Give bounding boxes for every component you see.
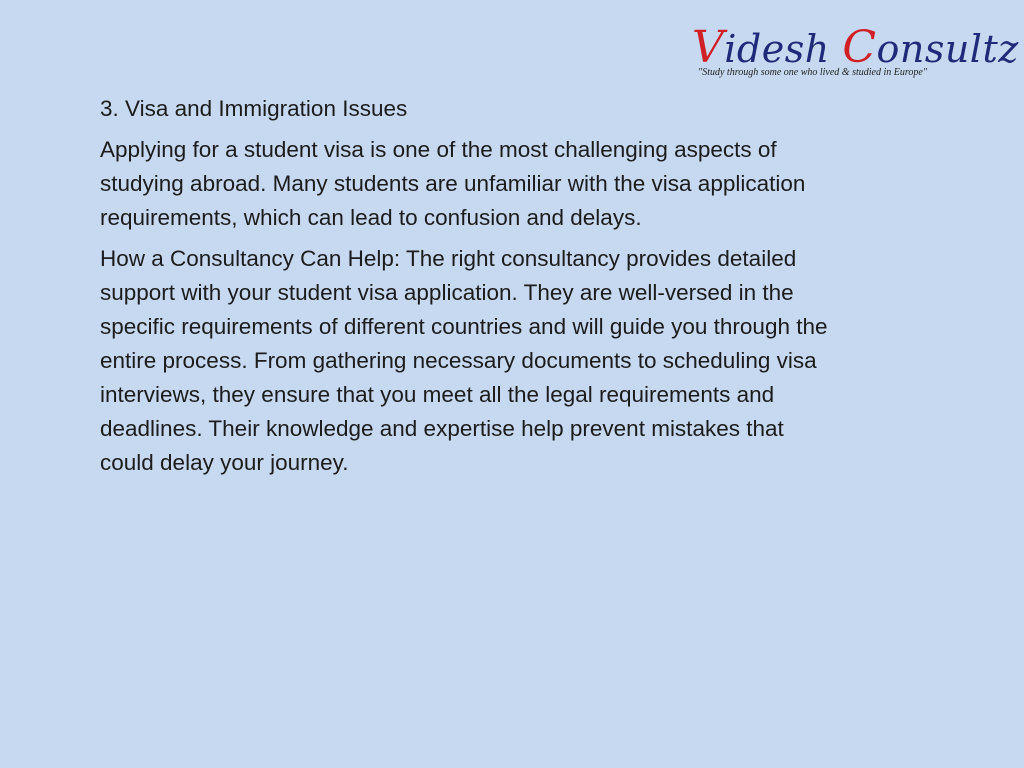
text-line: entire process. From gathering necessary documents to scheduling visa [100,348,817,373]
text-line: deadlines. Their knowledge and expertise help prevent mistakes that [100,416,784,441]
logo-tagline: "Study through some one who lived & studied in Europe" [698,67,928,78]
logo-text-consultz: onsultz [876,27,1019,71]
text-line: requirements, which can lead to confusion and delays. [100,205,642,230]
logo-initial-c: C [842,22,877,73]
logo-text-videsh: idesh [724,27,843,71]
text-line: could delay your journey. [100,450,349,475]
text-line: interviews, they ensure that you meet all the legal requirements and [100,382,775,407]
text-line: specific requirements of different countries and will guide you through the [100,314,828,339]
text-line: studying abroad. Many students are unfamiliar with the visa application [100,171,806,196]
logo-initial-v: V [692,22,725,73]
company-logo [692,22,1019,78]
text-line: support with your student visa application. They are well-versed in the [100,280,794,305]
paragraph-how-consultancy-helps [100,242,1000,480]
slide-content [100,92,1000,487]
section-heading: 3. Visa and Immigration Issues [100,96,408,121]
paragraph-problem [100,133,1000,235]
text-line: How a Consultancy Can Help: The right consultancy provides detailed [100,246,797,271]
text-line: Applying for a student visa is one of the most challenging aspects of [100,137,777,162]
